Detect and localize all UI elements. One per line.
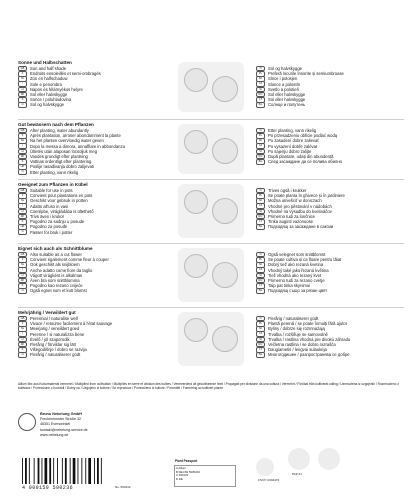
language-text: Anche adatto come fiore da taglio — [30, 267, 93, 273]
language-text: Après plantation, arroser abondamment la plante — [30, 133, 121, 139]
language-text: Trvalka / rastlina vhodná pre divokú záhradu — [268, 336, 351, 342]
language-text: Évelő / jól szaporodik — [30, 336, 70, 342]
language-code: GB — [18, 66, 27, 72]
language-text: Flerårig / naturaliserer godt — [268, 316, 319, 321]
language-text: Suitable for use in pots — [30, 188, 73, 193]
language-text: След засаждане да се полива обилно — [268, 159, 342, 165]
language-code: F — [18, 257, 27, 263]
language-text: Sol og halvskygge — [30, 102, 64, 108]
language-text: Многогодишен / разпространява се добре — [268, 352, 350, 358]
language-code: H — [18, 273, 27, 279]
language-code: DK — [18, 214, 27, 220]
language-code: S — [18, 159, 27, 165]
language-text: Perennial / naturalise well — [30, 316, 78, 321]
language-text: Trvalka / rozšiřuje se samovolně — [268, 331, 328, 337]
barcode-bar — [53, 458, 54, 484]
language-text: Primerno tudi za lončnice — [268, 213, 316, 219]
barcode-bar — [81, 458, 82, 484]
language-code: SI — [256, 209, 265, 215]
left-column — [18, 60, 166, 108]
language-text: Pogodno kao rezano cvijeće — [30, 283, 83, 289]
illustration-perennial — [178, 312, 244, 366]
language-code: HR — [18, 224, 27, 230]
language-code: F — [18, 71, 27, 77]
language-text: Poslije rasađivanja dobro zalijevati — [30, 164, 95, 170]
language-code: RO — [256, 214, 265, 220]
language-code: GB — [18, 128, 27, 134]
language-code: PL — [256, 257, 265, 263]
language-code: SI — [256, 87, 265, 93]
language-code: LT — [256, 347, 265, 353]
language-code: NL — [18, 198, 27, 204]
language-text: Se poate planta în ghivece și în jardiniere — [268, 193, 345, 199]
language-text: Byliny / dobrze się rozmnażają — [268, 326, 325, 332]
language-code: N — [18, 229, 27, 235]
language-row — [256, 159, 404, 164]
illustration-sun — [178, 62, 244, 112]
language-code: S — [18, 347, 27, 353]
company-city: 48351 Everswinkel — [40, 422, 71, 427]
language-text: Po zasadení dobre zalievať — [268, 138, 319, 144]
passport-line: C 590132 — [176, 473, 189, 478]
perennial-icon — [184, 318, 208, 342]
plant-icon — [212, 326, 238, 352]
language-code: PL — [256, 71, 265, 77]
language-text: Etter planting, vann rikelig — [30, 169, 79, 175]
language-text: Passer for bruk i potter — [30, 229, 73, 235]
language-text: Vhodné na výsadbu do kvetináčov — [268, 208, 332, 214]
language-text: Možna umiešciť w doniczach — [268, 198, 322, 204]
language-row — [18, 230, 166, 235]
fsc-code: FSC® C004472 — [258, 478, 280, 482]
language-text: Også velegnet som snittblomst — [268, 252, 326, 257]
language-text: Sol eller halvskygge — [268, 97, 306, 103]
barcode-bar — [78, 458, 79, 484]
barcode-bar — [25, 458, 27, 484]
barcode-bar — [45, 458, 48, 484]
language-code: N — [18, 352, 27, 358]
plant-icon — [212, 262, 238, 288]
illustration-cut — [178, 248, 244, 302]
language-text: Også egnet som et kutt blomst — [30, 288, 87, 294]
language-code: GB — [18, 188, 27, 194]
language-text: Trivs även i krukor — [30, 213, 65, 219]
language-code: HR — [18, 164, 27, 170]
language-code: DK — [18, 278, 27, 284]
language-text: Flerårig / förvildar sig lätt — [30, 341, 76, 347]
illustration-pots — [178, 184, 244, 238]
plant-passport — [174, 465, 236, 487]
language-code: S — [18, 97, 27, 103]
language-code: NL — [18, 326, 27, 332]
section-divider — [18, 307, 404, 308]
right-column — [256, 128, 404, 164]
section-cut — [18, 246, 404, 306]
language-text: Sol og halvskygge — [268, 66, 302, 71]
section-pots — [18, 182, 404, 242]
barcode-bar — [57, 458, 58, 484]
language-text: Višegodišnje / dobro se razvija — [30, 347, 87, 353]
language-code: N — [18, 102, 27, 108]
language-code: RO — [256, 92, 265, 98]
illustration-water — [178, 124, 244, 174]
language-code: BG — [256, 288, 265, 294]
language-row — [18, 288, 166, 293]
language-text: Endroits ensoleillés et semi-ombragés — [30, 71, 101, 77]
language-text: Pogodno za posuđe — [30, 224, 68, 230]
plant-icon — [212, 76, 238, 102]
barcode-bar — [97, 458, 99, 484]
language-code: BG — [256, 352, 265, 358]
language-text: Etter planting, vann rikelig — [268, 128, 317, 133]
language-code: BG — [256, 224, 265, 230]
language-code: F — [18, 321, 27, 327]
language-code: CZ — [256, 331, 265, 337]
plant-icon — [212, 198, 238, 224]
language-text: Sol eller halvskygge — [30, 91, 68, 97]
barcode-bar — [70, 458, 71, 484]
language-code: F — [18, 193, 27, 199]
language-code: SK — [256, 76, 265, 82]
language-code: SI — [256, 149, 265, 155]
section-heading: Eignet sich auch als Schnittblume — [18, 246, 93, 251]
language-code: SK — [256, 198, 265, 204]
barcode-bar — [22, 458, 23, 484]
language-text: Sol eller halvskygge — [268, 91, 306, 97]
language-text: Tinka auginti vazonuose — [268, 219, 314, 225]
cultivation-note: Allium Mix aus Kulturmaterial vermehrt / Multiplied from cultivation / Multipliés en serre et division des bulbes / Vermeerderd uit gecultiveerde teelt / Propagati per divisione da una coltura / Vermehrt / Förökat från kultiverat odling / Uzmnožena iz uzgojenih / Rozmnoženo z kultivace / Pomnożone z hodowli / Dobrý na / Uzgojeno iz kulture / Se reproduce / Pomnoženo iz kulture / Forredlet / Formering av kultivert plante — [18, 382, 399, 391]
water-icon — [184, 130, 208, 154]
language-code: CZ — [256, 143, 265, 149]
language-row — [256, 102, 404, 107]
language-code: NL — [18, 262, 27, 268]
barcode-bar — [62, 458, 63, 484]
right-column — [256, 316, 404, 358]
language-text: Primerno tudi za rezano cvetje — [268, 277, 325, 283]
barcode-bar — [38, 458, 40, 484]
section-water — [18, 122, 404, 178]
language-code: I — [18, 143, 27, 149]
language-code: SK — [256, 326, 265, 332]
left-column — [18, 246, 166, 294]
language-text: Trives også i krukker — [268, 188, 307, 193]
language-text: Dobrý tiež ako rezaná kvetina — [268, 262, 324, 268]
language-text: Večletna rastlina / se dobro razrašča — [268, 341, 336, 347]
language-text: După plantare, udați din abundență — [268, 153, 334, 159]
language-row — [256, 224, 404, 229]
company-email: kontakt@nebelung-service.de — [40, 427, 88, 432]
language-code: I — [18, 331, 27, 337]
barcode-bar — [101, 458, 102, 484]
barcode-bar — [49, 458, 51, 484]
paper-recycle-icon — [288, 448, 310, 470]
language-code: N — [18, 169, 27, 175]
language-row — [18, 170, 166, 175]
pots-icon — [184, 190, 208, 214]
language-code: N — [256, 188, 265, 194]
sun-icon — [184, 68, 208, 92]
language-text: Svetlo a polotieň — [268, 86, 299, 92]
barcode-number: 4 000159 590236 — [22, 485, 74, 491]
language-code: NL — [18, 76, 27, 82]
left-column — [18, 310, 166, 358]
language-code: GB — [18, 252, 27, 258]
language-row — [256, 352, 404, 357]
language-code: SI — [256, 273, 265, 279]
fsc-logo-icon — [256, 458, 274, 476]
language-text: Flerårig / naturaliserer godt — [30, 352, 81, 358]
language-row — [18, 102, 166, 107]
language-code: H — [18, 337, 27, 343]
language-text: Vandes grundigt efter plantning — [30, 153, 88, 159]
language-code: N — [256, 66, 265, 72]
language-code: H — [18, 209, 27, 215]
plant-icon — [212, 138, 238, 164]
section-divider — [18, 119, 404, 120]
language-code: N — [18, 288, 27, 294]
language-code: DK — [18, 92, 27, 98]
language-text: Preferă locurile însorite și semiumbroase — [268, 71, 344, 77]
language-code: LT — [256, 219, 265, 225]
left-column — [18, 122, 166, 175]
language-text: Po sajenju dobro zalijte — [268, 148, 312, 154]
language-code: PL — [256, 321, 265, 327]
language-text: Sun and half shade — [30, 66, 67, 71]
language-text: Also suitable as a cut flower — [30, 252, 82, 257]
language-text: Vhodné pro pěstování v nádobách — [268, 203, 332, 209]
language-text: Tiež vhodná ako rezaný kvet — [268, 272, 322, 278]
language-text: Convient pour plantations en pots — [30, 193, 93, 199]
language-code: CZ — [256, 81, 265, 87]
barcode-bar — [65, 458, 67, 484]
language-row — [18, 352, 166, 357]
language-code: NL — [18, 138, 27, 144]
language-text: Po vysazení dobře zalévat — [268, 143, 318, 149]
language-text: Солнце и полутень — [268, 102, 306, 108]
barcode-bar — [42, 458, 43, 484]
language-text: Po przesadzeniu obficie podlać wodą — [268, 133, 338, 139]
language-text: Adatto all'uso in vasi — [30, 203, 69, 209]
language-text: Napos és félárnyékos helyre — [30, 86, 83, 92]
section-heading: Mehrjährig / Verwildert gut — [18, 310, 76, 315]
language-text: Ültetés után alaposan locsoljuk meg — [30, 148, 98, 154]
language-code: S — [18, 283, 27, 289]
language-text: Meerjarig / verwildert goed — [30, 326, 80, 332]
section-divider — [18, 179, 404, 180]
language-text: Vágott virágként is alkalmas — [30, 272, 83, 278]
company-logo — [18, 413, 36, 431]
language-text: Plantă perenă / se poate înmulți fără ajutor — [268, 321, 348, 327]
section-perennial — [18, 310, 404, 370]
barcode — [20, 458, 110, 486]
language-code: N — [256, 128, 265, 134]
recycle-icon — [318, 448, 340, 470]
section-divider — [18, 243, 404, 244]
language-text: Se poate cultiva și ca floare pentru tăiat — [268, 257, 342, 263]
language-text: Подходящ за засаждане в саксии — [268, 224, 334, 230]
company-web: www.nebelung.de — [40, 432, 69, 437]
language-code: N — [256, 252, 265, 258]
language-code: LT — [256, 97, 265, 103]
barcode-bar — [88, 458, 91, 484]
language-text: Vhodný také jako řezaná květina — [268, 267, 329, 273]
language-code: I — [18, 203, 27, 209]
language-text: Dopo la messa a dimora, annaffiare in abbondanza — [30, 143, 125, 149]
language-code: RO — [256, 342, 265, 348]
barcode-bar — [34, 458, 35, 484]
language-text: Convient également comme fleur à couper — [30, 257, 109, 263]
language-text: Zon en halfschaduw — [30, 76, 68, 82]
language-code: CZ — [256, 203, 265, 209]
section-heading: Gut bewässern nach dem Pflanzen — [18, 122, 94, 127]
left-column — [18, 182, 166, 235]
language-code: N — [256, 316, 265, 322]
language-text: After planting, water abundantly — [30, 128, 89, 133]
language-text: Cserépbe, virágládába is ültethető — [30, 208, 94, 214]
right-column — [256, 188, 404, 230]
section-heading: Geeignet zum Pflanzen in Kübel — [18, 182, 88, 187]
cut-icon — [184, 254, 208, 278]
language-text: Pogodno za sadnju u posude — [30, 219, 85, 225]
barcode-bar — [29, 458, 30, 484]
language-code: I — [18, 267, 27, 273]
plant-passport-title: Plant Passport — [175, 459, 198, 463]
company-street: Freckenhorster Straße 32 — [40, 417, 81, 422]
language-code: BG — [256, 159, 265, 165]
passport-line: B DE-NW 5905229 — [176, 469, 200, 474]
language-text: Sole e penombra — [30, 81, 62, 87]
language-code: CZ — [256, 267, 265, 273]
language-text: Vattnas ordentligt efter plantering — [30, 159, 92, 165]
language-code: LT — [256, 283, 265, 289]
language-text: Slnce i polosjen — [268, 76, 298, 82]
language-text: Sonce / poluhladovina — [30, 97, 72, 103]
language-code: H — [18, 87, 27, 93]
section-heading: Sonne und Halbschatten — [18, 60, 72, 65]
language-text: Geschikt voor gebruik in potten — [30, 198, 88, 204]
language-code: DK — [18, 154, 27, 160]
language-code: RO — [256, 278, 265, 284]
language-text: Även bra som snittblomma — [30, 277, 80, 283]
language-code: RO — [256, 154, 265, 160]
right-column — [256, 252, 404, 294]
article-number: No. 590132 — [115, 485, 131, 489]
language-code: BG — [256, 102, 265, 108]
barcode-bar — [85, 458, 86, 484]
language-code: H — [18, 149, 27, 155]
language-text: Daugiametis / lengvai sulaukėja — [268, 347, 327, 353]
language-code: I — [18, 81, 27, 87]
language-code: GB — [18, 316, 27, 322]
language-code: SK — [256, 138, 265, 144]
language-code: SI — [256, 337, 265, 343]
language-code: SK — [256, 262, 265, 268]
company-address — [40, 412, 88, 438]
passport-line: A Allium — [176, 466, 186, 470]
language-code: DK — [18, 342, 27, 348]
language-text: Na het planten overvloedig water geven — [30, 138, 104, 144]
language-code: PL — [256, 193, 265, 199]
section-sun — [18, 60, 404, 116]
company-name: Bruno Nebelung GmbH — [40, 412, 82, 416]
language-row — [256, 288, 404, 293]
passport-line: D DE — [176, 476, 183, 481]
language-text: Ook geschikt als snijbloem — [30, 262, 80, 268]
language-code: S — [18, 219, 27, 225]
language-text: Slunce a polostín — [268, 81, 301, 87]
language-text: Подходящ също за рязан цвят — [268, 288, 328, 294]
language-text: Perenne / si naturalizza bene — [30, 331, 85, 337]
language-text: Vivace / retourne facilement à l'état sauvage — [30, 321, 113, 327]
barcode-bar — [73, 458, 76, 484]
language-code: PL — [256, 133, 265, 139]
language-text: Taip pat tinka skynimui — [268, 283, 311, 289]
right-column — [256, 66, 404, 108]
barcode-bar — [94, 458, 95, 484]
language-code: F — [18, 133, 27, 139]
pap-label: PAP 21 — [292, 472, 302, 476]
